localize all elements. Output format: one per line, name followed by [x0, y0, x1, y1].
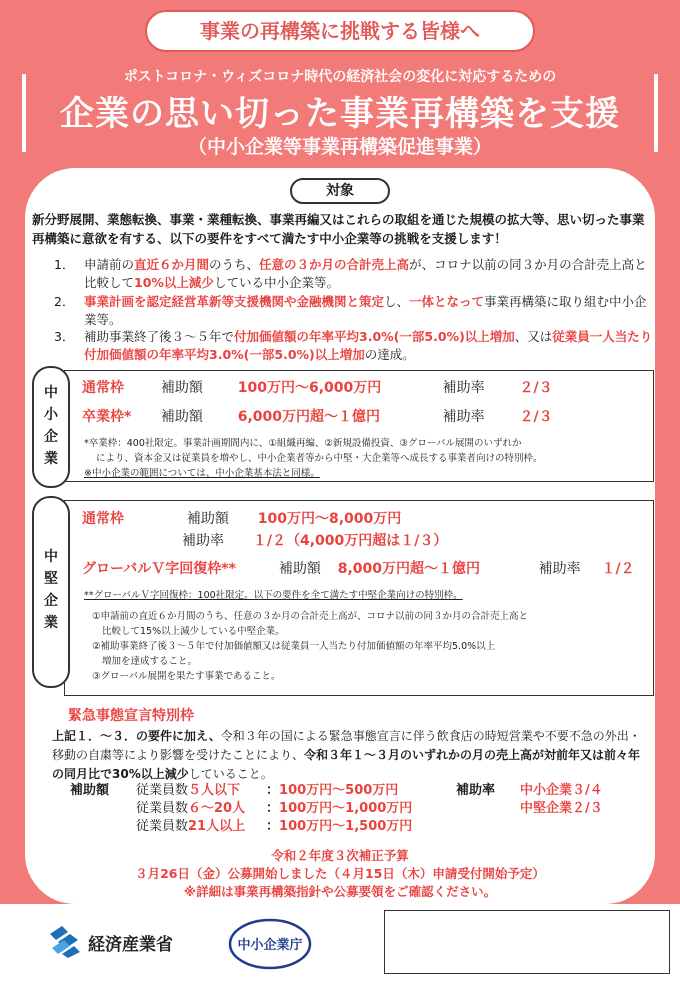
label-char: 企 — [44, 429, 58, 445]
rate-label: 補助率 — [442, 380, 485, 396]
frame-name: 通常枠 — [82, 511, 124, 527]
tier-sep: ： — [266, 819, 280, 834]
chusho-logo — [226, 916, 314, 972]
frame-name: 卒業枠* — [82, 409, 132, 425]
req2-highlight: 一体となって — [409, 294, 485, 309]
meti-name: 経済産業省 — [88, 934, 173, 955]
note-line: により、資本金又は従業員を増やし、中小企業者等から中堅・大企業等へ成長する事業者向けの特別枠。 — [96, 453, 543, 464]
target-label: 対象 — [290, 178, 390, 204]
tier-range: 21人以上 — [188, 819, 246, 834]
req3-text: 補助事業終了後３～５年で — [84, 329, 235, 344]
label-char: 企 — [44, 593, 58, 609]
tier-range: ５人以下 — [188, 783, 241, 798]
amount-value: 100万円～6,000万円 — [237, 380, 382, 396]
requirement-2 — [54, 293, 654, 329]
req2-text: し、 — [384, 294, 410, 309]
amount-label: 補助額 — [160, 380, 203, 396]
req1-text: が、コロナ以前の同３か月の合計売上高と比較して — [84, 257, 647, 290]
req-number: 1． — [54, 257, 75, 272]
sme-row-graduate — [82, 406, 553, 426]
body-text: 上記１．～３．の要件に加え、 — [52, 729, 221, 743]
tier-sep: ： — [266, 783, 280, 798]
emergency-body — [52, 727, 652, 784]
req2-text: 事業再構築に取り組む中小企業等。 — [84, 294, 647, 327]
mid-side-label — [32, 496, 70, 688]
tier-amount: 100万円～1,000万円 — [279, 801, 413, 816]
rate-value: ２/３ — [519, 409, 553, 425]
tier-amount: 100万円～500万円 — [279, 783, 399, 798]
note-line: *卒業枠：400社限定。事業計画期間内に、①組織再編、②新規設備投資、③グローバル展開のいずれか — [84, 438, 522, 449]
requirement-1 — [54, 256, 654, 292]
label-char: 中 — [44, 549, 58, 565]
budget-line: 令和２年度３次補正予算 — [271, 848, 409, 863]
subheading: ポストコロナ・ウィズコロナ時代の経済社会の変化に対応するための — [123, 69, 557, 85]
req-number: 3． — [54, 329, 75, 344]
sme-side-label — [32, 366, 70, 488]
note-line: ②補助事業終了後３～５年で付加価値額又は従業員一人当たり付加価値額の年率平均5.0%以上 — [92, 641, 496, 652]
body-text: 令和３年の国による緊急事態宣言に伴う飲食店の時短営業や不要不急の外出・移動の自粛等により影響を受けたことにより、 — [52, 729, 641, 762]
emergency-rate-label: 補助率 — [456, 783, 496, 798]
amount-label: 補助額 — [186, 511, 229, 527]
sme-row-normal — [82, 377, 553, 397]
frame-name: グローバルＶ字回復枠** — [82, 561, 236, 577]
emergency-rate: 中堅企業２/３ — [520, 801, 603, 816]
rate-value: ２/３ — [519, 380, 553, 396]
tier-range: ６～20人 — [188, 801, 246, 816]
rate-value: １/２ — [601, 561, 635, 577]
rate-label: 補助率 — [442, 409, 485, 425]
mid-row-rate — [182, 530, 447, 550]
mid-notes — [84, 588, 644, 684]
tier-row — [136, 815, 412, 834]
sme-notes — [84, 436, 644, 481]
schedule-line: ３月26日（金）公募開始しました（４月15日（木）申請受付開始予定） — [135, 866, 545, 881]
rate-label: 補助率 — [538, 561, 581, 577]
amount-label: 補助額 — [278, 561, 321, 577]
chusho-name: 中小企業庁 — [237, 938, 303, 953]
label-char: 中 — [44, 385, 58, 401]
rate-label: 補助率 — [182, 533, 224, 549]
note-line: ③グローバル展開を果たす事業であること。 — [92, 671, 281, 682]
req1-highlight: 任意の３か月の合計売上高 — [259, 257, 410, 272]
amount-value: 6,000万円超～１億円 — [237, 409, 381, 425]
req1-text: 申請前の — [84, 257, 135, 272]
req3-highlight: 付加価値額の年率平均3.0%(一部5.0%)以上増加 — [234, 329, 515, 344]
mid-row-global — [82, 558, 635, 578]
tier-row — [136, 779, 398, 798]
body-text: していること。 — [188, 767, 273, 781]
amount-value: 100万円～8,000万円 — [257, 511, 402, 527]
note-line: ①申請前の直近６か月間のうち、任意の３か月の合計売上高が、コロナ以前の同３か月の合計売上高と — [92, 611, 529, 622]
meti-logo — [48, 924, 173, 960]
note-line: 増加を達成すること。 — [102, 656, 198, 667]
frame-name: 通常枠 — [82, 380, 124, 396]
req3-text: の達成。 — [364, 347, 415, 362]
rate-value: １/２（4,000万円超は１/３） — [252, 533, 448, 549]
blank-contact-box — [384, 910, 670, 974]
note-line: 比較して15%以上減少している中堅企業。 — [102, 626, 285, 637]
req-number: 2． — [54, 294, 75, 309]
req3-text: 、又は — [514, 329, 553, 344]
label-char: 堅 — [44, 571, 58, 587]
tier-row — [136, 797, 412, 816]
note-line: ※中小企業の範囲については、中小企業基本法と同様。 — [84, 468, 320, 479]
top-pill-heading: 事業の再構築に挑戦する皆様へ — [145, 10, 535, 52]
page-title: 企業の思い切った事業再構築を支援 — [60, 94, 620, 134]
req1-text: のうち、 — [209, 257, 260, 272]
requirement-3 — [54, 328, 654, 364]
req1-highlight: 直近６か月間 — [134, 257, 210, 272]
amount-value: 8,000万円超～１億円 — [337, 561, 481, 577]
target-intro: 新分野展開、業態転換、事業・業種転換、事業再編又はこれらの取組を通じた規模の拡大等、思い切った事業再構築に意欲を有する、以下の要件をすべて満たす中小企業等の挑戦を支援します！ — [32, 212, 645, 246]
label-char: 小 — [44, 407, 58, 423]
body-text: 令和３年１～３月のいずれかの月の売上高が対前年又は前々年の同月比で30%以上減少 — [52, 748, 641, 781]
tier-emp: 従業員数 — [136, 783, 189, 798]
req3-highlight: 従業員一人当たり付加価値額の年率平均3.0%(一部5.0%)以上増加 — [84, 329, 653, 362]
tier-emp: 従業員数 — [136, 819, 189, 834]
tier-emp: 従業員数 — [136, 801, 189, 816]
details-note: ※詳細は事業再構築指針や公募要領をご確認ください。 — [183, 884, 497, 899]
label-char: 業 — [44, 615, 58, 631]
emergency-title: 緊急事態宣言特別枠 — [68, 708, 194, 724]
mid-row-normal — [82, 508, 401, 528]
req1-text: している中小企業等。 — [213, 275, 339, 290]
amount-label: 補助額 — [160, 409, 203, 425]
req2-highlight: 事業計画を認定経営革新等支援機関や金融機関と策定 — [84, 294, 385, 309]
tier-sep: ： — [266, 801, 280, 816]
emergency-rate: 中小企業３/４ — [520, 783, 603, 798]
tier-amount: 100万円～1,500万円 — [279, 819, 413, 834]
req1-highlight: 10%以上減少 — [134, 275, 214, 290]
meti-mark-icon — [48, 924, 82, 960]
label-char: 業 — [44, 451, 58, 467]
note-line: **グローバルＶ字回復枠：100社限定。以下の要件を全て満たす中堅企業向けの特別枠。 — [84, 590, 463, 601]
emergency-amount-label: 補助額 — [70, 783, 110, 798]
program-name: （中小企業等事業再構築促進事業） — [187, 136, 492, 158]
